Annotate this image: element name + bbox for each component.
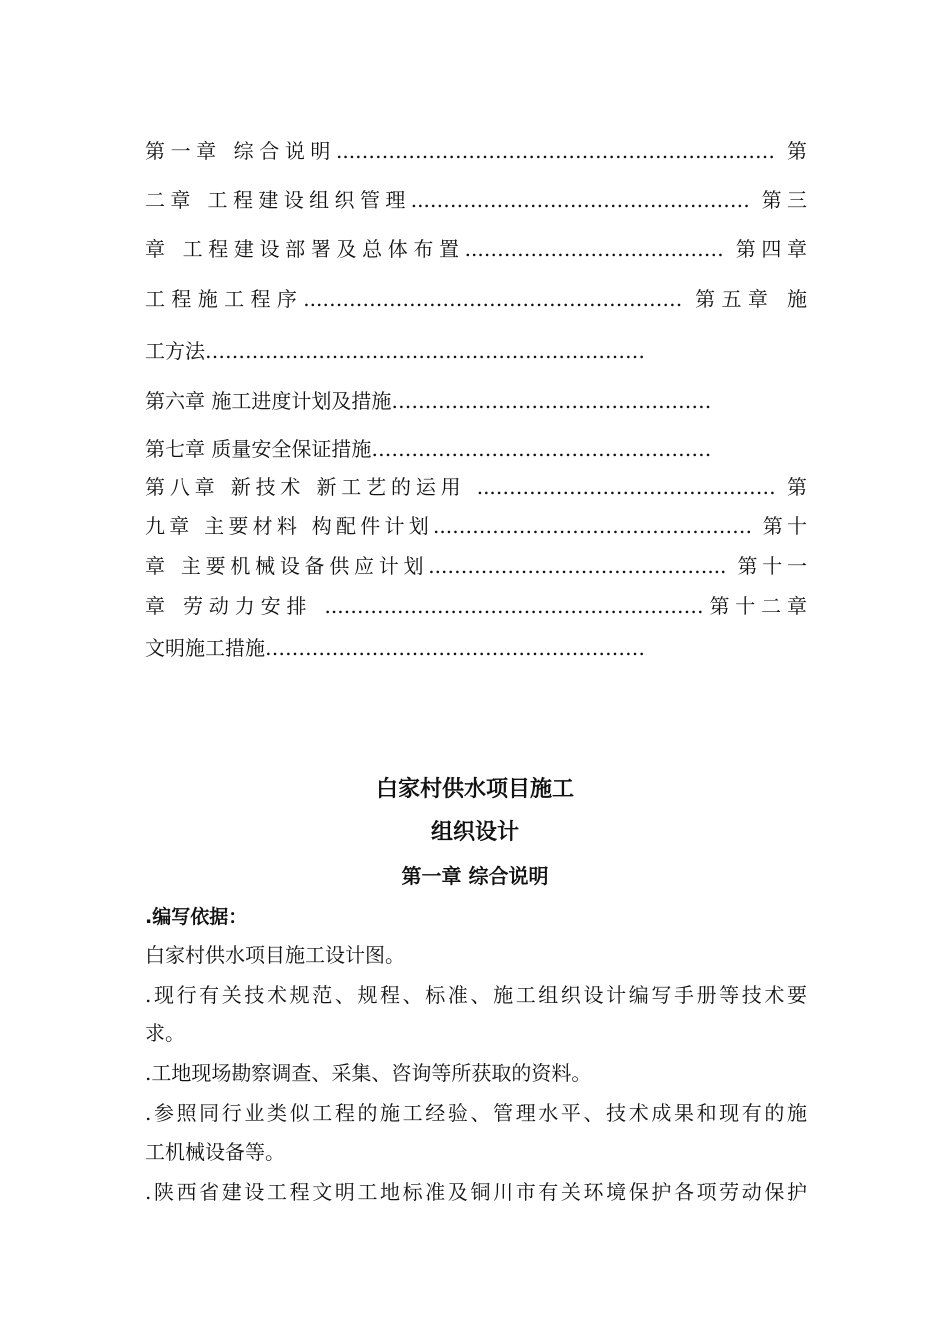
- section-heading: .编写依据：: [145, 906, 248, 928]
- chapter-title: 第一章 综合说明: [401, 864, 549, 888]
- paragraph-line: .参照同行业类似工程的施工经验、管理水平、技术成果和现有的施: [145, 1101, 807, 1125]
- toc-line: 第六章 施工进度计划及措施…………………………………………: [145, 389, 712, 413]
- paragraph-line: .工地现场勘察调查、采集、咨询等所获取的资料。: [145, 1061, 592, 1085]
- paragraph-line: .现行有关技术规范、规程、标准、施工组织设计编写手册等技术要: [145, 983, 807, 1007]
- toc-line: 二章 工程建设组织管理...………………………………………… 第三: [145, 188, 807, 212]
- toc-line: 章 主要机械设备供应计划...…………………………………... 第十一: [145, 554, 807, 578]
- paragraph-line: .陕西省建设工程文明工地标准及铜川市有关环境保护各项劳动保护: [145, 1180, 807, 1204]
- paragraph-line: 工机械设备等。: [145, 1140, 285, 1164]
- toc-line: 九章 主要材料 构配件计划...……………………………………… 第十: [145, 514, 807, 538]
- toc-line: 第一章 综合说明...……………………………………………………… 第: [145, 139, 807, 163]
- document-title-line2: 组织设计: [430, 820, 519, 845]
- document-title: 白家村供水项目施工: [375, 777, 574, 802]
- paragraph-line: 白家村供水项目施工设计图。: [145, 943, 405, 967]
- toc-line: 文明施工措施…………………………………………………: [145, 636, 645, 660]
- toc-line: 章 工程建设部署及总体布置...……………………………… 第四章: [145, 237, 807, 261]
- toc-line: 章 劳动力安排 ...………………………………………………第十二章: [145, 594, 807, 618]
- paragraph-line: 求。: [145, 1021, 185, 1045]
- toc-line: 第八章 新技术 新工艺的运用 ...…………………………………… 第: [145, 475, 807, 499]
- toc-line: 工程施工程序...……………………………………………… 第五章 施: [145, 287, 807, 311]
- toc-line: 工方法…………………………………………………………: [145, 339, 645, 363]
- toc-line: 第七章 质量安全保证措施……………………………………………: [145, 437, 712, 461]
